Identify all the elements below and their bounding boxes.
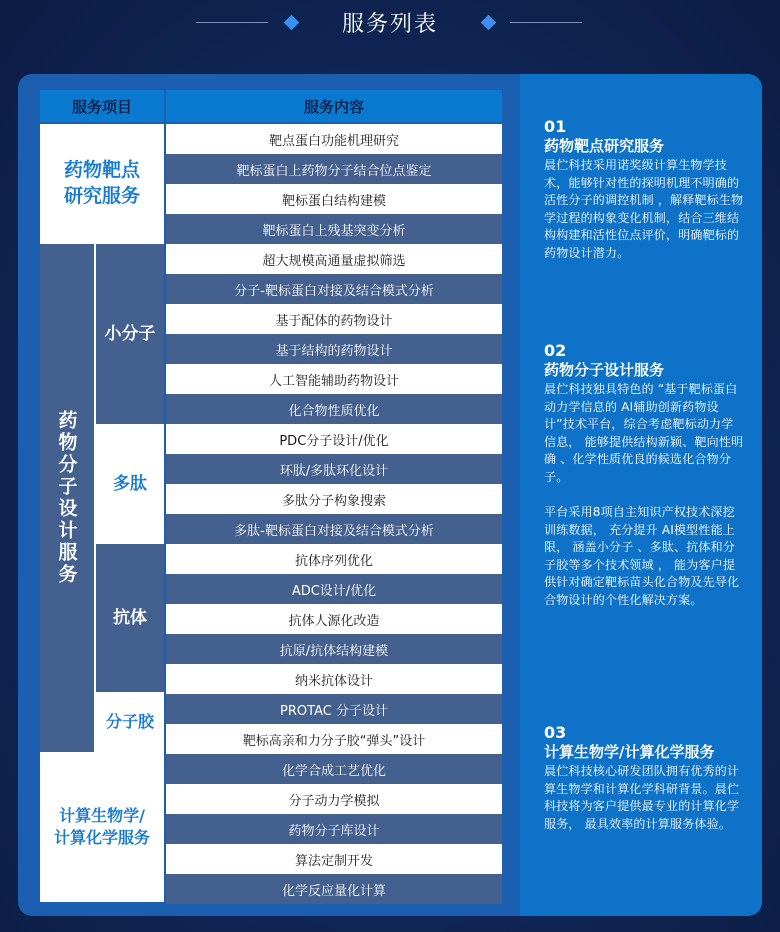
- category-target-label: 药物靶点 研究服务: [63, 159, 140, 207]
- header-divider-left: [196, 22, 268, 23]
- diamond-icon: [481, 15, 497, 31]
- table-row: 环肽/多肽环化设计: [166, 454, 502, 484]
- table-row: 靶标高亲和力分子胶“弹头”设计: [166, 724, 502, 754]
- category-design-label: 药物分子设计服务: [55, 410, 78, 586]
- section-title: 药物靶点研究服务: [544, 137, 665, 155]
- category-design: [40, 244, 94, 752]
- table-row: 超大规模高通量虚拟筛选: [166, 244, 502, 274]
- category-computation-label: 计算生物学/ 计算化学服务: [53, 806, 150, 847]
- table-row: 抗体序列优化: [166, 544, 502, 574]
- subcategory-small-molecule-label: 小分子: [104, 323, 156, 344]
- category-target: [40, 124, 164, 244]
- table-row: 分子动力学模拟: [166, 784, 502, 814]
- service-table: [40, 90, 502, 905]
- table-row: 化学反应量化计算: [166, 874, 502, 904]
- table-row: 抗体人源化改造: [166, 604, 502, 634]
- table-row: 多肽分子构象搜索: [166, 484, 502, 514]
- table-row: 基于结构的药物设计: [166, 334, 502, 364]
- section-title: 计算生物学/计算化学服务: [544, 743, 715, 761]
- section-target: [544, 118, 744, 262]
- diamond-icon: [284, 15, 300, 31]
- section-number: 02: [544, 341, 567, 360]
- section-paragraph: 晨伫科技独具特色的 “基于靶标蛋白动力学信息的 AI辅助创新药物设计”技术平台，综合考虑靶标动力学信息， 能够提供结构新颖、靶向性明确 、化学性质优良的候选化合物分子。: [544, 382, 744, 484]
- table-row: 抗原/抗体结构建模: [166, 634, 502, 664]
- column-header-item: 服务项目: [40, 90, 164, 122]
- section-design: [544, 342, 744, 609]
- table-row: PDC分子设计/优化: [166, 424, 502, 454]
- table-row: 药物分子库设计: [166, 814, 502, 844]
- table-row: PROTAC 分子设计: [166, 694, 502, 724]
- section-computation: [544, 724, 744, 833]
- page-header: [0, 0, 780, 60]
- table-row: 靶标蛋白结构建模: [166, 184, 502, 214]
- table-row: 基于配体的药物设计: [166, 304, 502, 334]
- table-row: 分子-靶标蛋白对接及结合模式分析: [166, 274, 502, 304]
- subcategory-small-molecule: [96, 244, 164, 424]
- table-row: 靶标蛋白上药物分子结合位点鉴定: [166, 154, 502, 184]
- section-number: 03: [544, 723, 567, 742]
- category-computation: [40, 752, 164, 902]
- subcategory-peptide-label: 多肽: [113, 473, 147, 494]
- subcategory-glue-label: 分子胶: [105, 712, 154, 732]
- header-divider-right: [510, 22, 582, 23]
- table-row: 算法定制开发: [166, 844, 502, 874]
- page-title: 服务列表: [341, 12, 438, 37]
- column-header-content: 服务内容: [166, 90, 502, 122]
- subcategory-antibody: [96, 544, 164, 692]
- subcategory-antibody-label: 抗体: [113, 607, 147, 628]
- table-row: 人工智能辅助药物设计: [166, 364, 502, 394]
- subcategory-peptide: [96, 424, 164, 544]
- table-row: 靶标蛋白上残基突变分析: [166, 214, 502, 244]
- section-paragraph: 平台采用8项自主知识产权技术深挖训练数据， 充分提升 AI模型性能上限， 涵盖小分子 、多肽、抗体和分子胶等多个技术领域 ， 能为客户提供针对确定靶标苗头化合物及先导化合物设计的个性化解决方案。: [544, 505, 740, 607]
- table-row: 化学合成工艺优化: [166, 754, 502, 784]
- section-paragraph: 晨伫科技核心研发团队拥有优秀的计算生物学和计算化学科研背景。晨伫科技将为客户提供最专业的计算化学服务， 最具效率的计算服务体验。: [544, 764, 740, 831]
- table-row: 多肽-靶标蛋白对接及结合模式分析: [166, 514, 502, 544]
- section-title: 药物分子设计服务: [544, 361, 665, 379]
- table-row: 化合物性质优化: [166, 394, 502, 424]
- table-row: 纳米抗体设计: [166, 664, 502, 694]
- section-number: 01: [544, 117, 567, 136]
- subcategory-glue: [96, 692, 164, 752]
- section-paragraph: 晨伫科技采用诺奖级计算生物学技术，能够针对性的探明机理不明确的活性分子的调控机制 ，解释靶标生物学过程的构象变化机制，结合三维结构构建和活性位点评价，明确靶标的药物设计潜力。: [544, 158, 744, 260]
- table-row: ADC设计/优化: [166, 574, 502, 604]
- table-row: 靶点蛋白功能机理研究: [166, 124, 502, 154]
